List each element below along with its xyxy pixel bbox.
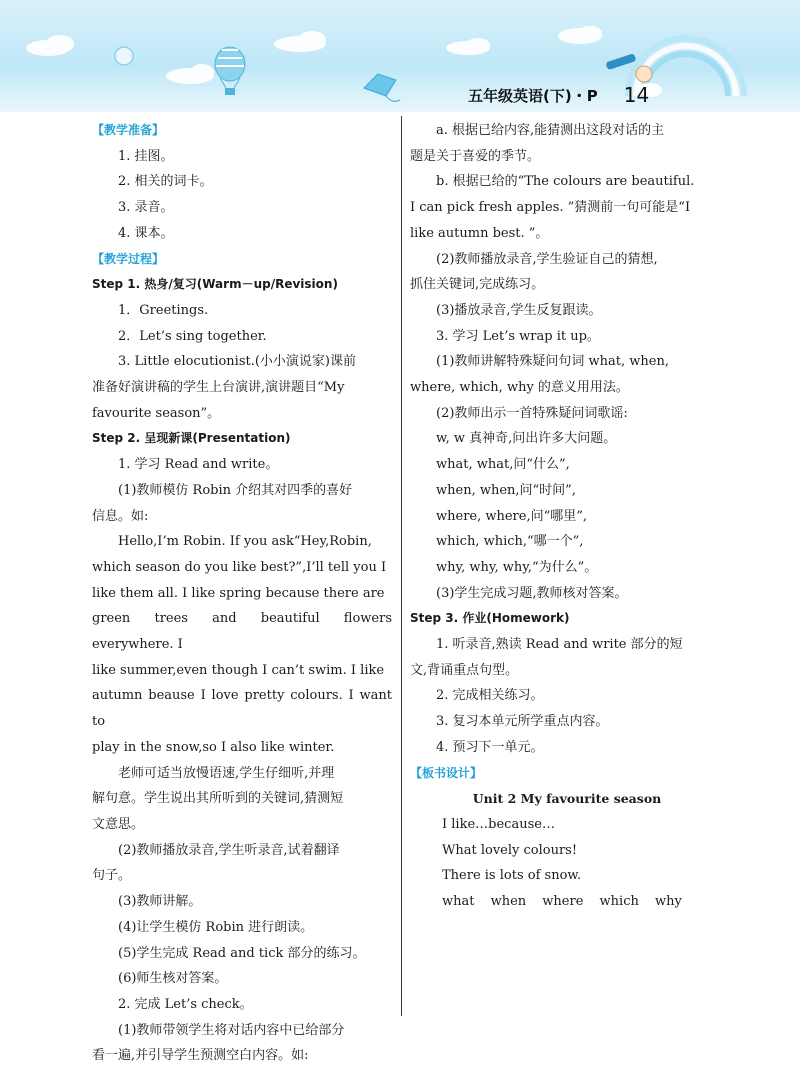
step2-heading: Step 2. 呈现新课(Presentation) [92, 431, 291, 446]
robin-text-line: like summer,even though I can’t swim. I like [92, 662, 385, 678]
paragraph-line: 题是关于喜爱的季节。 [410, 148, 541, 164]
paragraph-line: 抓住关键词,完成练习。 [410, 277, 545, 293]
list-item: 4. 预习下一单元。 [436, 739, 544, 755]
list-item: 3. 复习本单元所学重点内容。 [436, 714, 609, 730]
board-title: Unit 2 My favourite season [472, 791, 662, 807]
paragraph-line: 文意思。 [92, 816, 145, 832]
step3-heading: Step 3. 作业(Homework) [410, 611, 570, 626]
robin-text-line: like them all. I like spring because there are [92, 585, 385, 601]
paragraph-line: favourite season”。 [92, 405, 221, 421]
robin-text-line: autumn beause I love pretty colours. I want to [92, 688, 392, 730]
paragraph-line: (6)师生核对答案。 [118, 971, 228, 987]
paragraph-line: 老师可适当放慢语速,学生仔细听,并理 [118, 765, 335, 781]
board-line: What lovely colours! [442, 842, 578, 858]
board-content [410, 812, 710, 915]
list-item: 4. 课本。 [118, 225, 174, 241]
chant-line: w, w 真神奇,问出许多大问题。 [436, 431, 617, 447]
chant-line: when, when,问“时间”, [436, 482, 576, 498]
paragraph-line: (1)教师模仿 Robin 介绍其对四季的喜好 [118, 482, 353, 498]
chant-line: which, which,“哪一个”, [436, 534, 584, 550]
board-line: I like…because… [442, 816, 555, 832]
list-item: 2. 完成相关练习。 [436, 688, 544, 704]
paragraph-line: I can pick fresh apples. ”猜测前一句可能是“I [410, 200, 691, 216]
paragraph-line: 2. 完成 Let’s check。 [118, 996, 253, 1012]
right-column [410, 118, 710, 915]
paragraph-line: (2)教师播放录音,学生听录音,试着翻译 [118, 842, 340, 858]
section-tag-process: 【教学过程】 [92, 251, 165, 266]
paragraph-line: (3)播放录音,学生反复跟读。 [436, 302, 602, 318]
page-header [468, 82, 649, 108]
robin-text-line: which season do you like best?”,I’ll tell you I [92, 559, 387, 575]
paragraph-line: (1)教师带领学生将对话内容中已给部分 [118, 1022, 345, 1038]
paragraph-line: a. 根据已给内容,能猜测出这段对话的主 [436, 123, 665, 138]
page-number: 14 [623, 83, 650, 107]
paragraph-line: (3)学生完成习题,教师核对答案。 [436, 585, 628, 601]
paragraph-line: 1. 听录音,熟读 Read and write 部分的短 [436, 637, 683, 653]
paragraph-line: 句子。 [92, 868, 132, 884]
list-item: 1．Greetings. [118, 302, 209, 318]
paragraph-line: 看一遍,并引导学生预测空白内容。如: [92, 1048, 309, 1064]
robin-text-line: play in the snow,so I also like winter. [92, 739, 335, 755]
step1-heading: Step 1. 热身/复习(Warm－up/Revision) [92, 277, 338, 292]
kite-icon [364, 74, 400, 101]
list-item: 2. 相关的词卡。 [118, 174, 213, 190]
hot-air-balloon-icon [215, 47, 245, 95]
paragraph-line: 文,背诵重点句型。 [410, 662, 519, 678]
book-title: 五年级英语(下)・P [468, 86, 598, 105]
paragraph-line: b. 根据已给的“The colours are beautiful. [436, 174, 695, 190]
paragraph-line: 信息。如: [92, 508, 149, 524]
list-item: 1. 挂图。 [118, 148, 174, 164]
paragraph-line: 准备好演讲稿的学生上台演讲,演讲题目“My [92, 380, 345, 396]
robin-text-line: green trees and beautiful flowers everywhere. I [92, 611, 392, 653]
header-banner [0, 0, 800, 112]
paragraph-line: (4)让学生模仿 Robin 进行朗读。 [118, 919, 314, 935]
left-column [92, 118, 392, 1069]
board-line: There is lots of snow. [442, 868, 582, 884]
clouds [26, 26, 602, 84]
board-keywords: what when where which why [442, 894, 682, 910]
sun-icon [115, 47, 133, 65]
paragraph-line: 3. 学习 Let’s wrap it up。 [436, 328, 600, 344]
paragraph-line: (1)教师讲解特殊疑问句词 what, when, [436, 354, 669, 370]
paragraph-line: like autumn best. ”。 [410, 225, 549, 241]
column-divider [401, 116, 402, 1016]
paragraph-line: 1. 学习 Read and write。 [118, 457, 279, 473]
list-item: 3. 录音。 [118, 200, 174, 216]
paragraph-line: (5)学生完成 Read and tick 部分的练习。 [118, 945, 366, 961]
paragraph-line: where, which, why 的意义用用法。 [410, 380, 629, 396]
sky-illustration [0, 0, 800, 112]
section-tag-board-design: 【板书设计】 [410, 765, 483, 780]
paragraph-line: 3. Little elocutionist.(小小演说家)课前 [118, 354, 356, 370]
paragraph-line: (2)教师播放录音,学生验证自己的猜想, [436, 251, 658, 267]
section-tag-preparation: 【教学准备】 [92, 123, 165, 137]
paragraph-line: (2)教师出示一首特殊疑问词歌谣: [436, 405, 628, 421]
paragraph-line: 解句意。学生说出其所听到的关键词,猜测短 [92, 791, 344, 807]
chant-line: why, why, why,“为什么”。 [436, 559, 598, 575]
chant-line: what, what,问“什么”, [436, 457, 570, 473]
paragraph-line: (3)教师讲解。 [118, 894, 202, 910]
robin-text-line: Hello,I’m Robin. If you ask“Hey,Robin, [118, 534, 372, 550]
list-item: 2．Let’s sing together. [118, 328, 267, 344]
chant-line: where, where,问“哪里”, [436, 508, 588, 524]
